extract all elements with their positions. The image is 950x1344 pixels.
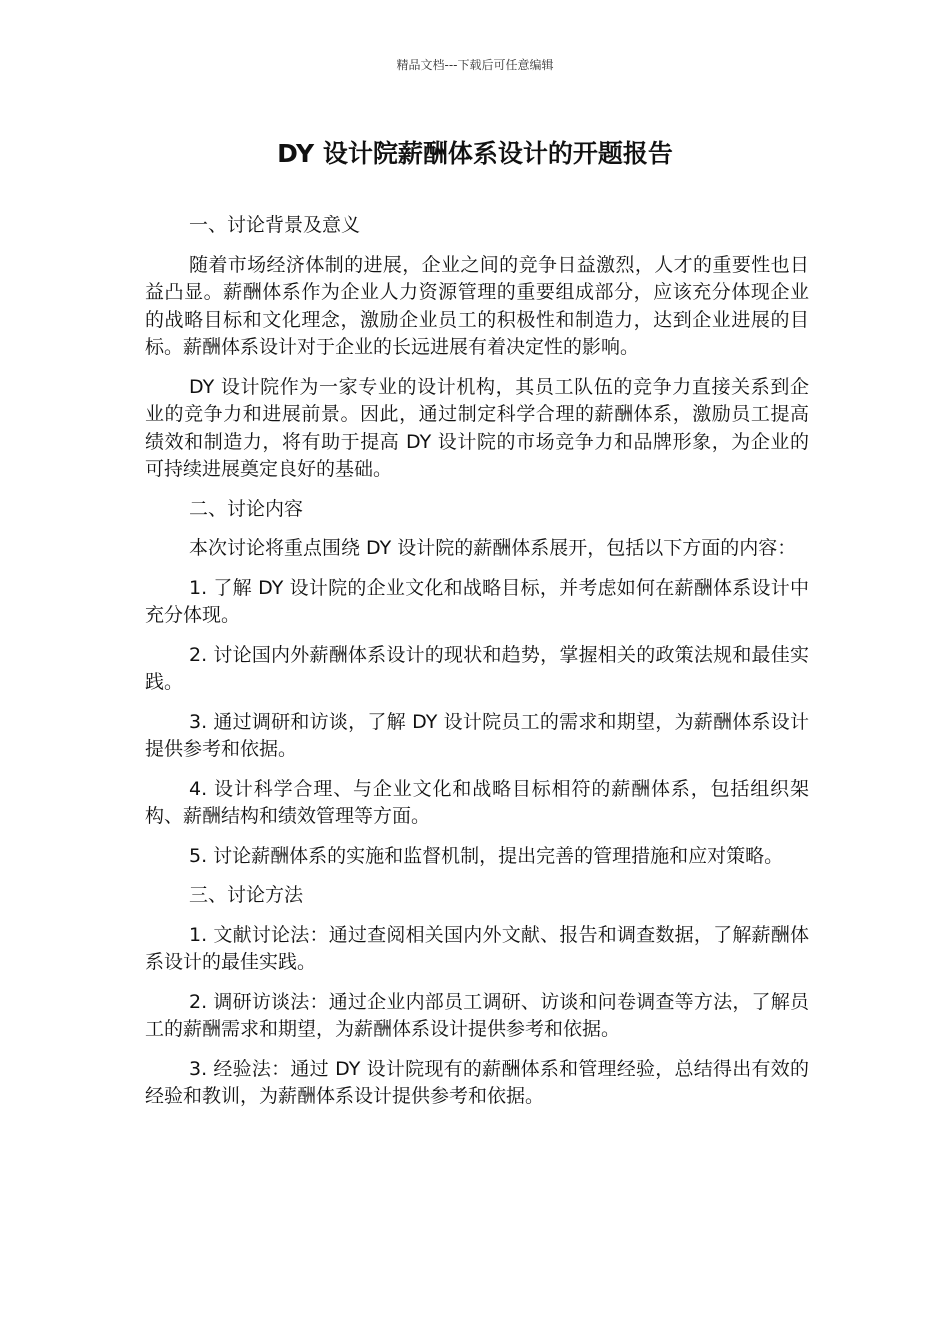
paragraph: 随着市场经济体制的进展，企业之间的竞争日益激烈，人才的重要性也日益凸显。薪酬体系作为企业人力资源管理的重要组成部分，应该充分体现企业的战略目标和文化理念，激励企业员工的积极性和制造力，达到企业进展的目标。薪酬体系设计对于企业的长远进展有着决定性的影响。 — [145, 253, 809, 358]
document-title: DY 设计院薪酬体系设计的开题报告 — [277, 139, 673, 168]
section-methods — [145, 882, 809, 1111]
section-content — [145, 496, 809, 871]
list-item: 2. 调研访谈法：通过企业内部员工调研、访谈和问卷调查等方法，了解员工的薪酬需求和期望，为薪酬体系设计提供参考和依据。 — [145, 990, 809, 1040]
list-item: 5. 讨论薪酬体系的实施和监督机制，提出完善的管理措施和应对策略。 — [189, 844, 784, 867]
section-heading: 一、讨论背景及意义 — [189, 214, 361, 236]
paragraph: DY 设计院作为一家专业的设计机构，其员工队伍的竞争力直接关系到企业的竞争力和进展前景。因此，通过制定科学合理的薪酬体系，激励员工提高绩效和制造力，将有助于提高 DY 设计院的市场竞争力和品牌形象，为企业的可持续进展奠定良好的基础。 — [145, 375, 809, 480]
list-item: 3. 通过调研和访谈，了解 DY 设计院员工的需求和期望，为薪酬体系设计提供参考和依据。 — [145, 710, 809, 760]
section-heading: 三、讨论方法 — [189, 884, 304, 906]
list-item: 3. 经验法：通过 DY 设计院现有的薪酬体系和管理经验，总结得出有效的经验和教训，为薪酬体系设计提供参考和依据。 — [145, 1057, 809, 1107]
document-body — [145, 212, 809, 1123]
page-header: 精品文档---下载后可任意编辑 — [396, 58, 554, 72]
list-item: 4. 设计科学合理、与企业文化和战略目标相符的薪酬体系，包括组织架构、薪酬结构和绩效管理等方面。 — [145, 777, 809, 827]
section-background — [145, 212, 809, 484]
section-heading: 二、讨论内容 — [189, 497, 304, 520]
paragraph: 本次讨论将重点围绕 DY 设计院的薪酬体系展开，包括以下方面的内容： — [189, 537, 797, 559]
list-item: 2. 讨论国内外薪酬体系设计的现状和趋势，掌握相关的政策法规和最佳实践。 — [145, 643, 809, 693]
list-item: 1. 文献讨论法：通过查阅相关国内外文献、报告和调查数据，了解薪酬体系设计的最佳实践。 — [145, 923, 809, 973]
list-item: 1. 了解 DY 设计院的企业文化和战略目标，并考虑如何在薪酬体系设计中充分体现。 — [145, 576, 809, 626]
